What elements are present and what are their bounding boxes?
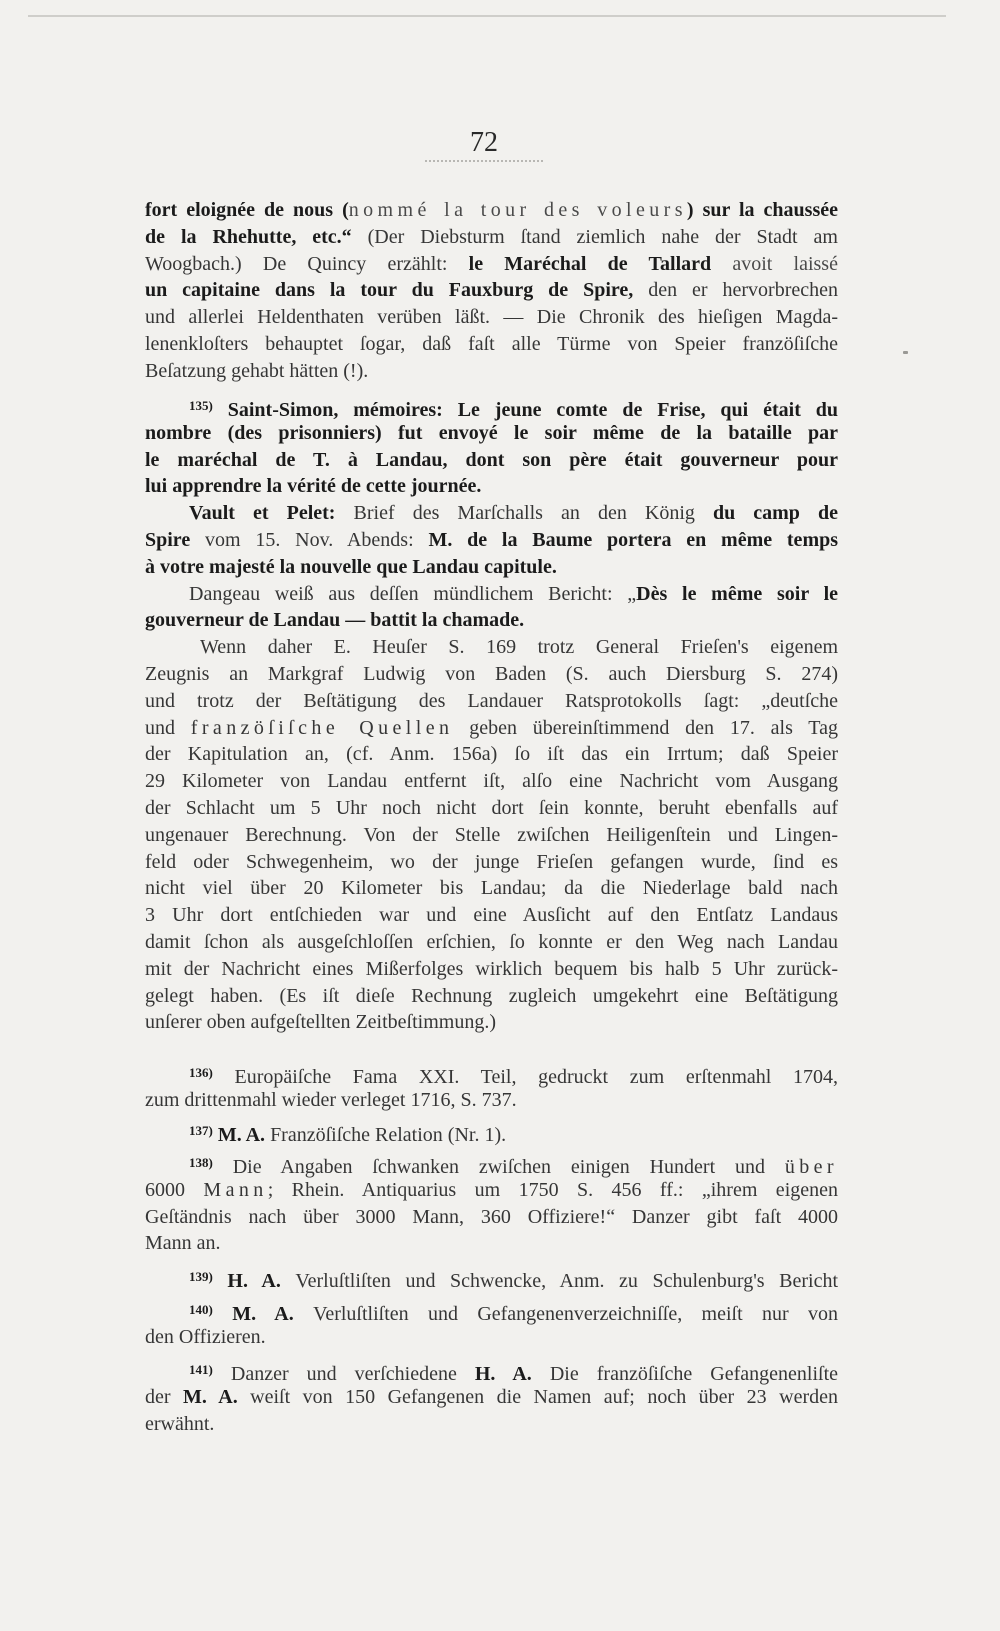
antiqua-text: le Maréchal de Tallard bbox=[468, 252, 712, 275]
text-line bbox=[145, 688, 838, 715]
text-line bbox=[145, 1297, 838, 1324]
fraktur-text: mit der Nachricht eines Mißerfolges wirklich bequem bis halb 5 Uhr zurück- bbox=[145, 957, 838, 980]
fraktur-text: der bbox=[145, 1385, 184, 1408]
antiqua-text: M. A. bbox=[212, 1124, 271, 1146]
text-line bbox=[145, 1324, 838, 1351]
fraktur-text: weiſt von 150 Gefangenen die Namen auf; noch über 23 werden bbox=[250, 1385, 839, 1408]
antiqua-text: M. A. bbox=[183, 1385, 251, 1408]
scan-mark bbox=[903, 351, 908, 354]
fraktur-text: Verluſtliſten und Schwencke, Anm. zu Schulenburg's Bericht bbox=[295, 1270, 838, 1292]
spaced-text: über bbox=[784, 1156, 838, 1178]
antiqua-text: M. de la Baume portera en même temps bbox=[428, 528, 839, 551]
text-line bbox=[145, 1384, 838, 1411]
antiqua-text: H. A. bbox=[474, 1363, 550, 1385]
footnote-number: 138) bbox=[189, 1155, 213, 1170]
footnote-number: 139) bbox=[189, 1269, 213, 1284]
text-line bbox=[145, 251, 838, 278]
fraktur-text: Die franzöſiſche Gefangenenliſte bbox=[549, 1363, 838, 1385]
footnote-135-vault-pelet bbox=[145, 500, 838, 580]
text-line bbox=[145, 1060, 838, 1087]
fraktur-text: Dangeau weiß aus deſſen mündlichem Bericht: „ bbox=[189, 582, 637, 605]
footnote-number: 136) bbox=[189, 1065, 213, 1080]
antiqua-text: le maréchal de T. à Landau, dont son père était gouverneur pour bbox=[145, 448, 838, 471]
footnote-135 bbox=[145, 393, 838, 1036]
fraktur-text: der Schlacht um 5 Uhr noch nicht dort ſein konnte, beruht ebenfalls auf bbox=[145, 796, 838, 819]
text-line bbox=[145, 420, 838, 447]
antiqua-text: nombre (des prisonniers) fut envoyé le soir même de la bataille par bbox=[145, 421, 838, 444]
fraktur-text: ; Rhein. Antiquarius um 1750 S. 456 ff.: „ihrem eigenen bbox=[267, 1178, 838, 1201]
fraktur-text: Europäiſche Fama XXI. Teil, gedruckt zum erſtenmahl 1704, bbox=[212, 1066, 838, 1088]
fraktur-text: 29 Kilometer von Landau entfernt iſt, alſo eine Nachricht vom Ausgang bbox=[145, 770, 838, 793]
text-line bbox=[145, 224, 838, 251]
fraktur-text: Die Angaben ſchwanken zwiſchen einigen Hundert und bbox=[212, 1156, 785, 1178]
text-line bbox=[145, 983, 838, 1010]
text-line bbox=[145, 393, 838, 420]
antiqua-text: ) sur la chaussée bbox=[686, 199, 838, 221]
fraktur-text: nicht viel über 20 Kilometer bis Landau; da die Niederlage bald nach bbox=[145, 877, 838, 900]
fraktur-text: lenenkloſters behauptet ſogar, daß faſt alle Türme von Speier franzöſiſche bbox=[145, 332, 838, 355]
fraktur-text: Brief des Marſchalls an den König bbox=[353, 502, 713, 525]
fraktur-text: der Kapitulation an, (cf. Anm. 156a) ſo iſt das ein Irrtum; daß Speier bbox=[145, 743, 838, 766]
antiqua-text: Dès le même soir le bbox=[636, 582, 839, 605]
fraktur-text: (Der Diebsturm ſtand ziemlich nahe der Stadt am bbox=[351, 225, 838, 248]
fraktur-text: geben übereinſtimmend den 17. als Tag bbox=[453, 716, 838, 739]
footnote-number: 141) bbox=[189, 1362, 213, 1377]
antiqua-text: fort eloignée de nous ( bbox=[145, 199, 349, 221]
antiqua-text: à votre majesté la nouvelle que Landau capitule. bbox=[145, 555, 557, 578]
fraktur-text: Zeugnis an Markgraf Ludwig von Baden (S. auch Diersburg S. 274) bbox=[145, 662, 838, 685]
fraktur-text: 3 Uhr dort entſchieden war und eine Ausſicht auf den Entſatz Landaus bbox=[145, 904, 838, 927]
text-line bbox=[145, 527, 838, 554]
fraktur-text: damit ſchon als ausgeſchloſſen erſchien, ſo konnte er den Weg nach Landau bbox=[145, 930, 838, 953]
text-line bbox=[145, 581, 838, 608]
fraktur-text: zum drittenmahl wieder verleget 1716, S. 737. bbox=[145, 1088, 517, 1111]
footnote-135-heuser bbox=[145, 634, 838, 1036]
text-line bbox=[145, 607, 838, 634]
text-line bbox=[145, 304, 838, 331]
scan-edge bbox=[28, 15, 946, 17]
text-line bbox=[145, 447, 838, 474]
footnote-136 bbox=[145, 1060, 838, 1114]
text-line bbox=[145, 661, 838, 688]
fraktur-text: den Offizieren. bbox=[145, 1325, 266, 1348]
fraktur-text: Mann an. bbox=[145, 1232, 221, 1255]
fraktur-text: Danzer und verſchiedene bbox=[212, 1363, 475, 1385]
fraktur-text: und trotz der Beſtätigung des Landauer Ratsprotokolls ſagt: „deutſche bbox=[145, 689, 838, 712]
fraktur-text: Wenn daher E. Heuſer S. 169 trotz General Frieſen's eigenem bbox=[200, 636, 838, 659]
antiqua-text: avoit laissé bbox=[711, 252, 838, 275]
text-line bbox=[145, 197, 838, 224]
fraktur-text: Woogbach.) De Quincy erzählt: bbox=[145, 252, 469, 275]
text-line bbox=[145, 1411, 838, 1438]
fraktur-text: und bbox=[145, 716, 191, 739]
text-line bbox=[145, 1357, 838, 1384]
antiqua-text: Spire bbox=[145, 528, 205, 551]
page-number-rule bbox=[425, 160, 543, 162]
text-line bbox=[145, 1177, 838, 1204]
fraktur-text: Beſatzung gehabt hätten (!). bbox=[145, 359, 369, 382]
spaced-text: Mann bbox=[203, 1178, 268, 1201]
footnote-135-saint-simon bbox=[145, 393, 838, 500]
antiqua-text: Saint-Simon, mémoires: Le jeune comte de Frise, qui était du bbox=[212, 399, 838, 421]
antiqua-text: H. A. bbox=[212, 1270, 296, 1292]
text-line bbox=[145, 634, 838, 661]
text-line bbox=[145, 277, 838, 304]
fraktur-text: 6000 bbox=[145, 1178, 204, 1201]
text-line bbox=[145, 768, 838, 795]
continued-paragraph bbox=[145, 197, 838, 385]
footnote-141 bbox=[145, 1357, 838, 1437]
text-line bbox=[145, 500, 838, 527]
footnote-number: 140) bbox=[189, 1302, 213, 1317]
antiqua-text: un capitaine dans la tour du Fauxburg de Spire, bbox=[145, 279, 634, 302]
text-line bbox=[145, 1118, 838, 1145]
fraktur-text: vom 15. Nov. Abends: bbox=[205, 528, 429, 551]
text-line bbox=[145, 849, 838, 876]
text-line bbox=[145, 795, 838, 822]
fraktur-text: und allerlei Heldenthaten verüben läßt. — Die Chronik des hieſigen Magda- bbox=[145, 306, 838, 329]
page-number: 72 bbox=[470, 127, 498, 158]
text-line bbox=[145, 929, 838, 956]
fraktur-text: Geſtändnis nach über 3000 Mann, 360 Offiziere!“ Danzer gibt faſt 4000 bbox=[145, 1205, 838, 1228]
fraktur-text: unſerer oben aufgeſtellten Zeitbeſtimmung.) bbox=[145, 1011, 496, 1034]
footnote-number: 137) bbox=[189, 1123, 213, 1138]
text-line bbox=[145, 331, 838, 358]
text-line bbox=[145, 715, 838, 742]
footnote-135-dangeau bbox=[145, 581, 838, 635]
antiqua-text: gouverneur de Landau — battit la chamade. bbox=[145, 609, 525, 632]
text-line bbox=[145, 902, 838, 929]
fraktur-text: feld oder Schwegenheim, wo der junge Frieſen gefangen wurde, ſind es bbox=[145, 850, 838, 873]
spaced-text: nommé la tour des voleurs bbox=[348, 199, 687, 221]
spaced-text: franzöſiſche Quellen bbox=[190, 716, 454, 739]
text-line bbox=[145, 1150, 838, 1177]
footnote-139 bbox=[145, 1264, 838, 1291]
text-line bbox=[145, 741, 838, 768]
text-line bbox=[145, 1230, 838, 1257]
footnote-138 bbox=[145, 1150, 838, 1257]
text-line bbox=[145, 1264, 838, 1291]
text-line bbox=[145, 358, 838, 385]
fraktur-text: den er hervorbrechen bbox=[633, 279, 839, 302]
fraktur-text: Franzöſiſche Relation (Nr. 1). bbox=[270, 1124, 507, 1146]
footnote-number: 135) bbox=[189, 398, 213, 413]
antiqua-text: Vault et Pelet: bbox=[189, 502, 354, 525]
text-line bbox=[145, 822, 838, 849]
text-line bbox=[145, 1087, 838, 1114]
fraktur-text: Verluſtliſten und Gefangenenverzeichniſſe, meiſt nur von bbox=[313, 1303, 838, 1325]
antiqua-text: du camp de bbox=[712, 502, 838, 525]
antiqua-text: de la Rhehutte, etc.“ bbox=[145, 225, 352, 248]
fraktur-text: ungenauer Berechnung. Von der Stelle zwiſchen Heiligenſtein und Lingen- bbox=[145, 823, 838, 846]
text-line bbox=[145, 956, 838, 983]
footnote-140 bbox=[145, 1297, 838, 1351]
footnote-137 bbox=[145, 1118, 838, 1145]
text-line bbox=[145, 1009, 838, 1036]
fraktur-text: gelegt haben. (Es iſt dieſe Rechnung zugleich umgekehrt eine Beſtätigung bbox=[145, 984, 838, 1007]
antiqua-text: lui apprendre la vérité de cette journée. bbox=[145, 475, 482, 498]
text-line bbox=[145, 473, 838, 500]
antiqua-text: M. A. bbox=[212, 1303, 314, 1325]
fraktur-text: erwähnt. bbox=[145, 1412, 215, 1435]
text-line bbox=[145, 1204, 838, 1231]
text-line bbox=[145, 875, 838, 902]
text-line bbox=[145, 554, 838, 581]
